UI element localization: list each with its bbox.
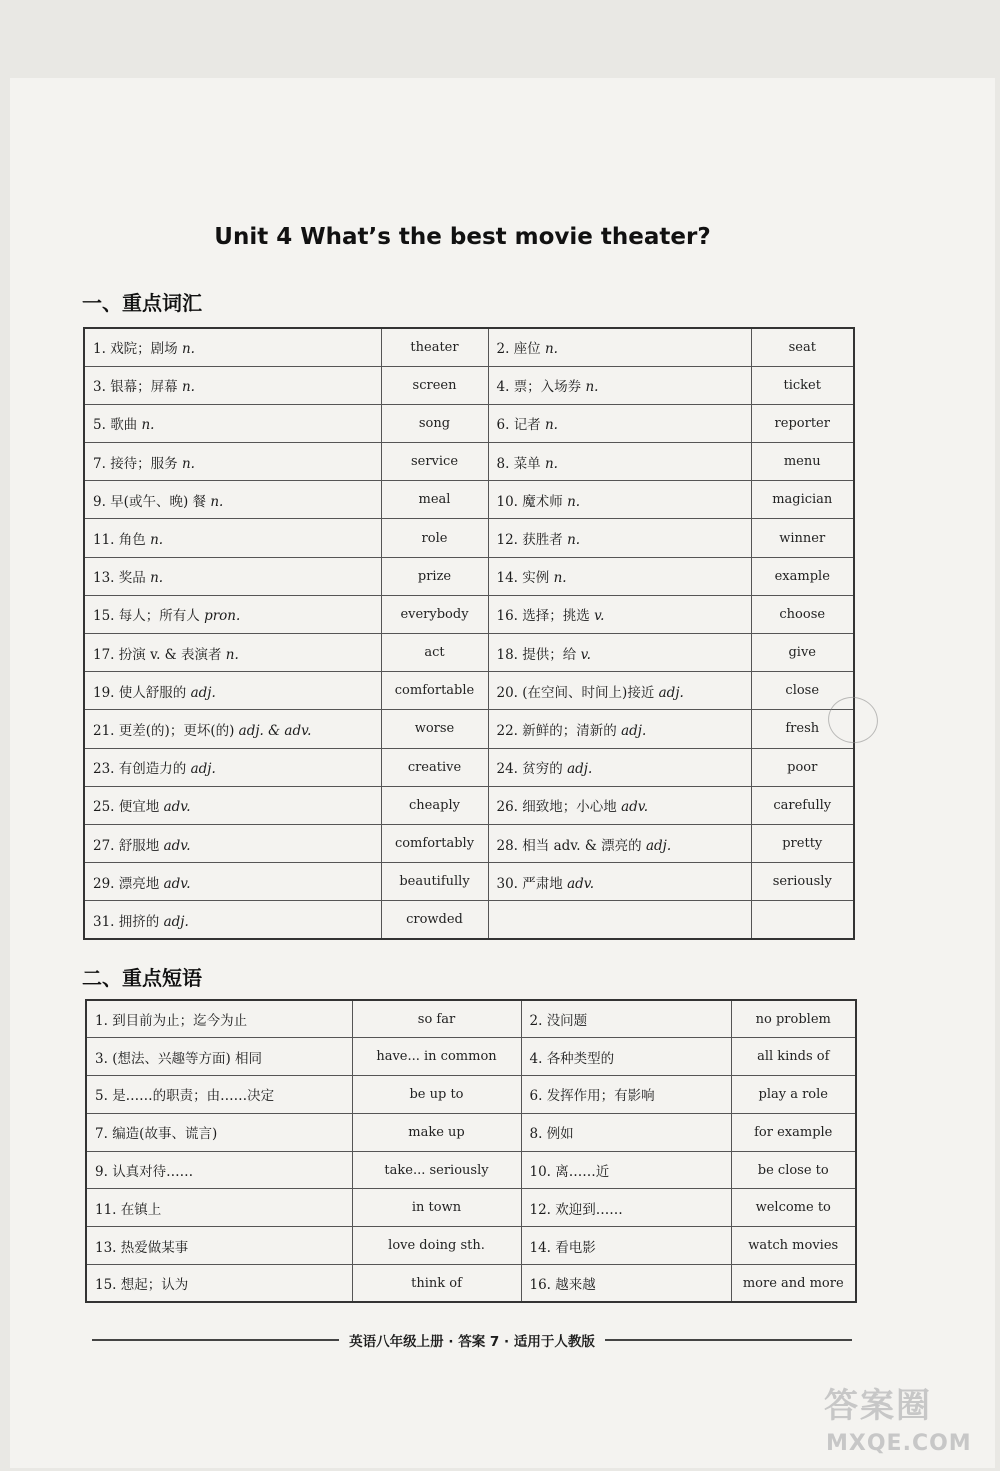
- unit-title: Unit 4 What’s the best movie theater?: [214, 224, 711, 250]
- item-number: 14.: [529, 1239, 551, 1256]
- part-of-speech: adj.: [658, 684, 684, 701]
- chinese-prompt: 欢迎到……: [555, 1201, 623, 1218]
- chinese-prompt: 离……近: [555, 1164, 610, 1181]
- prompt-cell: [488, 634, 751, 672]
- answer-cell: menu: [751, 443, 854, 481]
- part-of-speech: n.: [150, 532, 164, 549]
- prompt-cell: [488, 863, 751, 901]
- item-number: 16.: [529, 1277, 551, 1294]
- prompt-cell: [84, 901, 381, 939]
- prompt-cell: [521, 1227, 731, 1265]
- chinese-prompt: 是……的职责；由……决定: [112, 1088, 275, 1105]
- answer-cell: have... in common: [352, 1038, 521, 1076]
- item-number: 3.: [95, 1050, 108, 1067]
- item-number: 28.: [496, 837, 518, 854]
- item-number: 11.: [93, 532, 115, 549]
- chinese-prompt: 各种类型的: [546, 1050, 615, 1067]
- footer-rule-right: [605, 1339, 852, 1341]
- page-footer: [92, 1330, 852, 1350]
- prompt-cell: [84, 786, 381, 824]
- answer-cell: watch movies: [731, 1227, 856, 1265]
- answer-cell: [751, 901, 854, 939]
- item-number: 1.: [95, 1013, 108, 1030]
- part-of-speech: adj.: [190, 684, 216, 701]
- answer-cell: welcome to: [731, 1189, 856, 1227]
- table-row: [84, 557, 854, 595]
- answer-cell: winner: [751, 519, 854, 557]
- prompt-cell: [84, 366, 381, 404]
- chinese-prompt: 票；入场券: [513, 379, 582, 396]
- item-number: 25.: [93, 799, 115, 816]
- prompt-cell: [84, 519, 381, 557]
- chinese-prompt: 座位: [513, 341, 541, 358]
- answer-cell: comfortable: [381, 672, 488, 710]
- table-row: [84, 786, 854, 824]
- prompt-cell: [488, 901, 751, 939]
- part-of-speech: n.: [181, 379, 195, 396]
- chinese-prompt: 新鲜的；清新的: [522, 722, 617, 739]
- part-of-speech: adv.: [163, 875, 191, 892]
- prompt-cell: [86, 1038, 352, 1076]
- answer-cell: think of: [352, 1265, 521, 1303]
- part-of-speech: n.: [181, 341, 195, 358]
- table-row: [86, 1151, 856, 1189]
- chinese-prompt: 没问题: [546, 1013, 588, 1030]
- part-of-speech: n.: [567, 493, 581, 510]
- answer-cell: in town: [352, 1189, 521, 1227]
- item-number: 18.: [496, 646, 518, 663]
- item-number: 19.: [93, 684, 115, 701]
- item-number: 1.: [93, 341, 106, 358]
- chinese-prompt: 漂亮地: [118, 875, 160, 892]
- answer-cell: close: [751, 672, 854, 710]
- table-row: [86, 1038, 856, 1076]
- answer-cell: magician: [751, 481, 854, 519]
- chinese-prompt: 歌曲: [110, 417, 138, 434]
- chinese-prompt: 热爱做某事: [120, 1239, 189, 1256]
- chinese-prompt: 舒服地: [118, 837, 160, 854]
- chinese-prompt: 更差(的)；更坏(的): [118, 722, 235, 739]
- prompt-cell: [86, 1189, 352, 1227]
- part-of-speech: adv.: [567, 875, 595, 892]
- chinese-prompt: 例如: [546, 1126, 574, 1143]
- part-of-speech: n.: [567, 532, 581, 549]
- prompt-cell: [521, 1113, 731, 1151]
- table-row: [86, 1265, 856, 1303]
- table-row: [84, 863, 854, 901]
- table-row: [84, 634, 854, 672]
- chinese-prompt: 有创造力的: [118, 761, 187, 778]
- item-number: 7.: [95, 1126, 108, 1143]
- footer-text: 英语八年级上册 · 答案 7 · 适用于人教版: [349, 1334, 595, 1350]
- prompt-cell: [84, 481, 381, 519]
- item-number: 10.: [496, 493, 518, 510]
- chinese-prompt: 记者: [513, 417, 541, 434]
- prompt-cell: [488, 404, 751, 442]
- prompt-cell: [84, 863, 381, 901]
- item-number: 20.: [496, 684, 518, 701]
- table-row: [84, 328, 854, 366]
- answer-cell: no problem: [731, 1000, 856, 1038]
- table-row: [86, 1189, 856, 1227]
- part-of-speech: n.: [225, 646, 239, 663]
- item-number: 5.: [93, 417, 106, 434]
- chinese-prompt: 使人舒服的: [118, 684, 187, 701]
- answer-cell: choose: [751, 595, 854, 633]
- item-number: 15.: [93, 608, 115, 625]
- answer-cell: ticket: [751, 366, 854, 404]
- prompt-cell: [86, 1265, 352, 1303]
- item-number: 2.: [529, 1013, 543, 1030]
- prompt-cell: [84, 557, 381, 595]
- prompt-cell: [488, 557, 751, 595]
- chinese-prompt: 严肃地: [522, 875, 563, 892]
- chinese-prompt: 菜单: [513, 455, 541, 472]
- answer-cell: seriously: [751, 863, 854, 901]
- chinese-prompt: 获胜者: [522, 532, 563, 549]
- table-row: [84, 481, 854, 519]
- table-row: [84, 519, 854, 557]
- prompt-cell: [84, 748, 381, 786]
- prompt-cell: [521, 1151, 731, 1189]
- table-row: [84, 404, 854, 442]
- item-number: 3.: [93, 379, 106, 396]
- answer-cell: service: [381, 443, 488, 481]
- prompt-cell: [84, 672, 381, 710]
- chinese-prompt: 贫穷的: [522, 761, 563, 778]
- part-of-speech: adv.: [163, 799, 191, 816]
- chinese-prompt: 角色: [118, 532, 146, 549]
- table-row: [86, 1000, 856, 1038]
- prompt-cell: [86, 1076, 352, 1114]
- watermark-logo: [816, 1376, 986, 1466]
- answer-cell: everybody: [381, 595, 488, 633]
- answer-cell: role: [381, 519, 488, 557]
- chinese-prompt: 接待；服务: [110, 455, 178, 472]
- item-number: 23.: [93, 761, 115, 778]
- prompt-cell: [521, 1000, 731, 1038]
- chinese-prompt: 想起；认为: [120, 1277, 189, 1294]
- chinese-prompt: 细致地；小心地: [522, 799, 617, 816]
- section-heading-phrases: 二、重点短语: [82, 966, 202, 990]
- answer-cell: all kinds of: [731, 1038, 856, 1076]
- answer-cell: poor: [751, 748, 854, 786]
- answer-cell: take... seriously: [352, 1151, 521, 1189]
- part-of-speech: adv.: [621, 799, 649, 816]
- prompt-cell: [521, 1076, 731, 1114]
- item-number: 17.: [93, 646, 115, 663]
- chinese-prompt: 发挥作用；有影响: [546, 1088, 655, 1105]
- section-heading-vocabulary: 一、重点词汇: [82, 291, 202, 315]
- item-number: 22.: [496, 722, 518, 739]
- item-number: 30.: [496, 875, 518, 892]
- item-number: 9.: [95, 1164, 108, 1181]
- chinese-prompt: 奖品: [118, 570, 146, 587]
- table-row: [84, 901, 854, 939]
- table-row: [86, 1076, 856, 1114]
- chinese-prompt: 每人；所有人: [118, 608, 200, 625]
- chinese-prompt: 编造(故事、谎言): [112, 1126, 218, 1143]
- item-number: 8.: [496, 455, 510, 472]
- prompt-cell: [84, 710, 381, 748]
- answer-cell: beautifully: [381, 863, 488, 901]
- item-number: 27.: [93, 837, 115, 854]
- prompt-cell: [488, 366, 751, 404]
- chinese-prompt: 在镇上: [120, 1201, 162, 1218]
- part-of-speech: n.: [210, 493, 224, 510]
- item-number: 21.: [93, 722, 115, 739]
- item-number: 24.: [496, 761, 518, 778]
- prompt-cell: [488, 595, 751, 633]
- part-of-speech: adj.: [621, 722, 647, 739]
- table-row: [84, 595, 854, 633]
- prompt-cell: [521, 1189, 731, 1227]
- item-number: 4.: [529, 1050, 543, 1067]
- chinese-prompt: 看电影: [555, 1239, 596, 1256]
- part-of-speech: n.: [544, 417, 558, 434]
- prompt-cell: [84, 328, 381, 366]
- answer-cell: more and more: [731, 1265, 856, 1303]
- answer-cell: be close to: [731, 1151, 856, 1189]
- chinese-prompt: 拥挤的: [118, 913, 160, 930]
- answer-cell: worse: [381, 710, 488, 748]
- prompt-cell: [488, 786, 751, 824]
- part-of-speech: adj.: [567, 761, 593, 778]
- prompt-cell: [488, 519, 751, 557]
- item-number: 6.: [496, 417, 510, 434]
- item-number: 31.: [93, 913, 115, 930]
- part-of-speech: pron.: [204, 608, 241, 625]
- item-number: 11.: [95, 1201, 117, 1218]
- chinese-prompt: 便宜地: [118, 799, 160, 816]
- table-row: [84, 748, 854, 786]
- part-of-speech: n.: [585, 379, 599, 396]
- prompt-cell: [521, 1038, 731, 1076]
- answer-cell: reporter: [751, 404, 854, 442]
- answer-cell: act: [381, 634, 488, 672]
- answer-cell: give: [751, 634, 854, 672]
- watermark-line-1: 答案圈: [824, 1386, 932, 1426]
- chinese-prompt: (在空间、时间上)接近: [522, 684, 655, 701]
- item-number: 2.: [496, 341, 510, 358]
- item-number: 9.: [93, 493, 106, 510]
- item-number: 7.: [93, 455, 106, 472]
- item-number: 13.: [95, 1239, 117, 1256]
- item-number: 13.: [93, 570, 115, 587]
- part-of-speech: n.: [553, 570, 567, 587]
- answer-cell: meal: [381, 481, 488, 519]
- answer-cell: theater: [381, 328, 488, 366]
- item-number: 10.: [529, 1164, 551, 1181]
- table-row: [86, 1113, 856, 1151]
- chinese-prompt: 戏院；剧场: [110, 341, 178, 358]
- item-number: 12.: [529, 1201, 551, 1218]
- prompt-cell: [84, 595, 381, 633]
- chinese-prompt: 实例: [522, 570, 550, 587]
- answer-cell: fresh: [751, 710, 854, 748]
- chinese-prompt: 早(或午、晚) 餐: [110, 493, 207, 510]
- item-number: 12.: [496, 532, 518, 549]
- answer-cell: so far: [352, 1000, 521, 1038]
- item-number: 5.: [95, 1088, 108, 1105]
- prompt-cell: [84, 443, 381, 481]
- answer-cell: play a role: [731, 1076, 856, 1114]
- item-number: 6.: [529, 1088, 543, 1105]
- vocabulary-table: [83, 327, 855, 940]
- chinese-prompt: 相当 adv. & 漂亮的: [522, 837, 642, 854]
- answer-cell: make up: [352, 1113, 521, 1151]
- table-row: [84, 366, 854, 404]
- answer-cell: be up to: [352, 1076, 521, 1114]
- part-of-speech: adv.: [163, 837, 191, 854]
- answer-cell: example: [751, 557, 854, 595]
- chinese-prompt: 越来越: [555, 1277, 596, 1294]
- table-row: [84, 824, 854, 862]
- part-of-speech: adj.: [190, 761, 216, 778]
- part-of-speech: n.: [150, 570, 164, 587]
- part-of-speech: n.: [544, 455, 558, 472]
- prompt-cell: [488, 710, 751, 748]
- item-number: 16.: [496, 608, 518, 625]
- part-of-speech: adj.: [163, 913, 189, 930]
- part-of-speech: n.: [181, 455, 195, 472]
- part-of-speech: n.: [544, 341, 558, 358]
- answer-cell: for example: [731, 1113, 856, 1151]
- answer-cell: comfortably: [381, 824, 488, 862]
- prompt-cell: [84, 824, 381, 862]
- item-number: 26.: [496, 799, 518, 816]
- prompt-cell: [488, 328, 751, 366]
- chinese-prompt: 魔术师: [522, 493, 563, 510]
- answer-cell: prize: [381, 557, 488, 595]
- prompt-cell: [86, 1227, 352, 1265]
- answer-cell: pretty: [751, 824, 854, 862]
- item-number: 4.: [496, 379, 510, 396]
- prompt-cell: [84, 634, 381, 672]
- answer-cell: cheaply: [381, 786, 488, 824]
- table-row: [84, 672, 854, 710]
- answer-cell: seat: [751, 328, 854, 366]
- item-number: 15.: [95, 1277, 117, 1294]
- chinese-prompt: (想法、兴趣等方面) 相同: [112, 1050, 263, 1067]
- prompt-cell: [86, 1113, 352, 1151]
- footer-rule-left: [92, 1339, 339, 1341]
- table-row: [84, 443, 854, 481]
- part-of-speech: adj.: [645, 837, 672, 854]
- prompt-cell: [488, 748, 751, 786]
- chinese-prompt: 到目前为止；迄今为止: [112, 1013, 248, 1030]
- prompt-cell: [84, 404, 381, 442]
- answer-cell: love doing sth.: [352, 1227, 521, 1265]
- chinese-prompt: 扮演 v. & 表演者: [118, 646, 222, 663]
- part-of-speech: v.: [580, 646, 591, 663]
- item-number: 14.: [496, 570, 518, 587]
- prompt-cell: [86, 1151, 352, 1189]
- answer-cell: screen: [381, 366, 488, 404]
- table-row: [84, 710, 854, 748]
- watermark-line-2: MXQE.COM: [826, 1431, 972, 1456]
- chinese-prompt: 认真对待……: [112, 1164, 194, 1181]
- prompt-cell: [488, 824, 751, 862]
- answer-cell: carefully: [751, 786, 854, 824]
- prompt-cell: [488, 672, 751, 710]
- part-of-speech: v.: [594, 608, 605, 625]
- item-number: 8.: [529, 1126, 543, 1143]
- table-row: [86, 1227, 856, 1265]
- answer-cell: crowded: [381, 901, 488, 939]
- prompt-cell: [521, 1265, 731, 1303]
- answer-cell: song: [381, 404, 488, 442]
- part-of-speech: adj. & adv.: [238, 722, 312, 739]
- prompt-cell: [488, 481, 751, 519]
- prompt-cell: [488, 443, 751, 481]
- prompt-cell: [86, 1000, 352, 1038]
- phrases-table: [85, 999, 857, 1303]
- chinese-prompt: 提供；给: [522, 646, 577, 663]
- part-of-speech: n.: [141, 417, 155, 434]
- chinese-prompt: 选择；挑选: [522, 608, 590, 625]
- answer-cell: creative: [381, 748, 488, 786]
- item-number: 29.: [93, 875, 115, 892]
- chinese-prompt: 银幕；屏幕: [110, 379, 178, 396]
